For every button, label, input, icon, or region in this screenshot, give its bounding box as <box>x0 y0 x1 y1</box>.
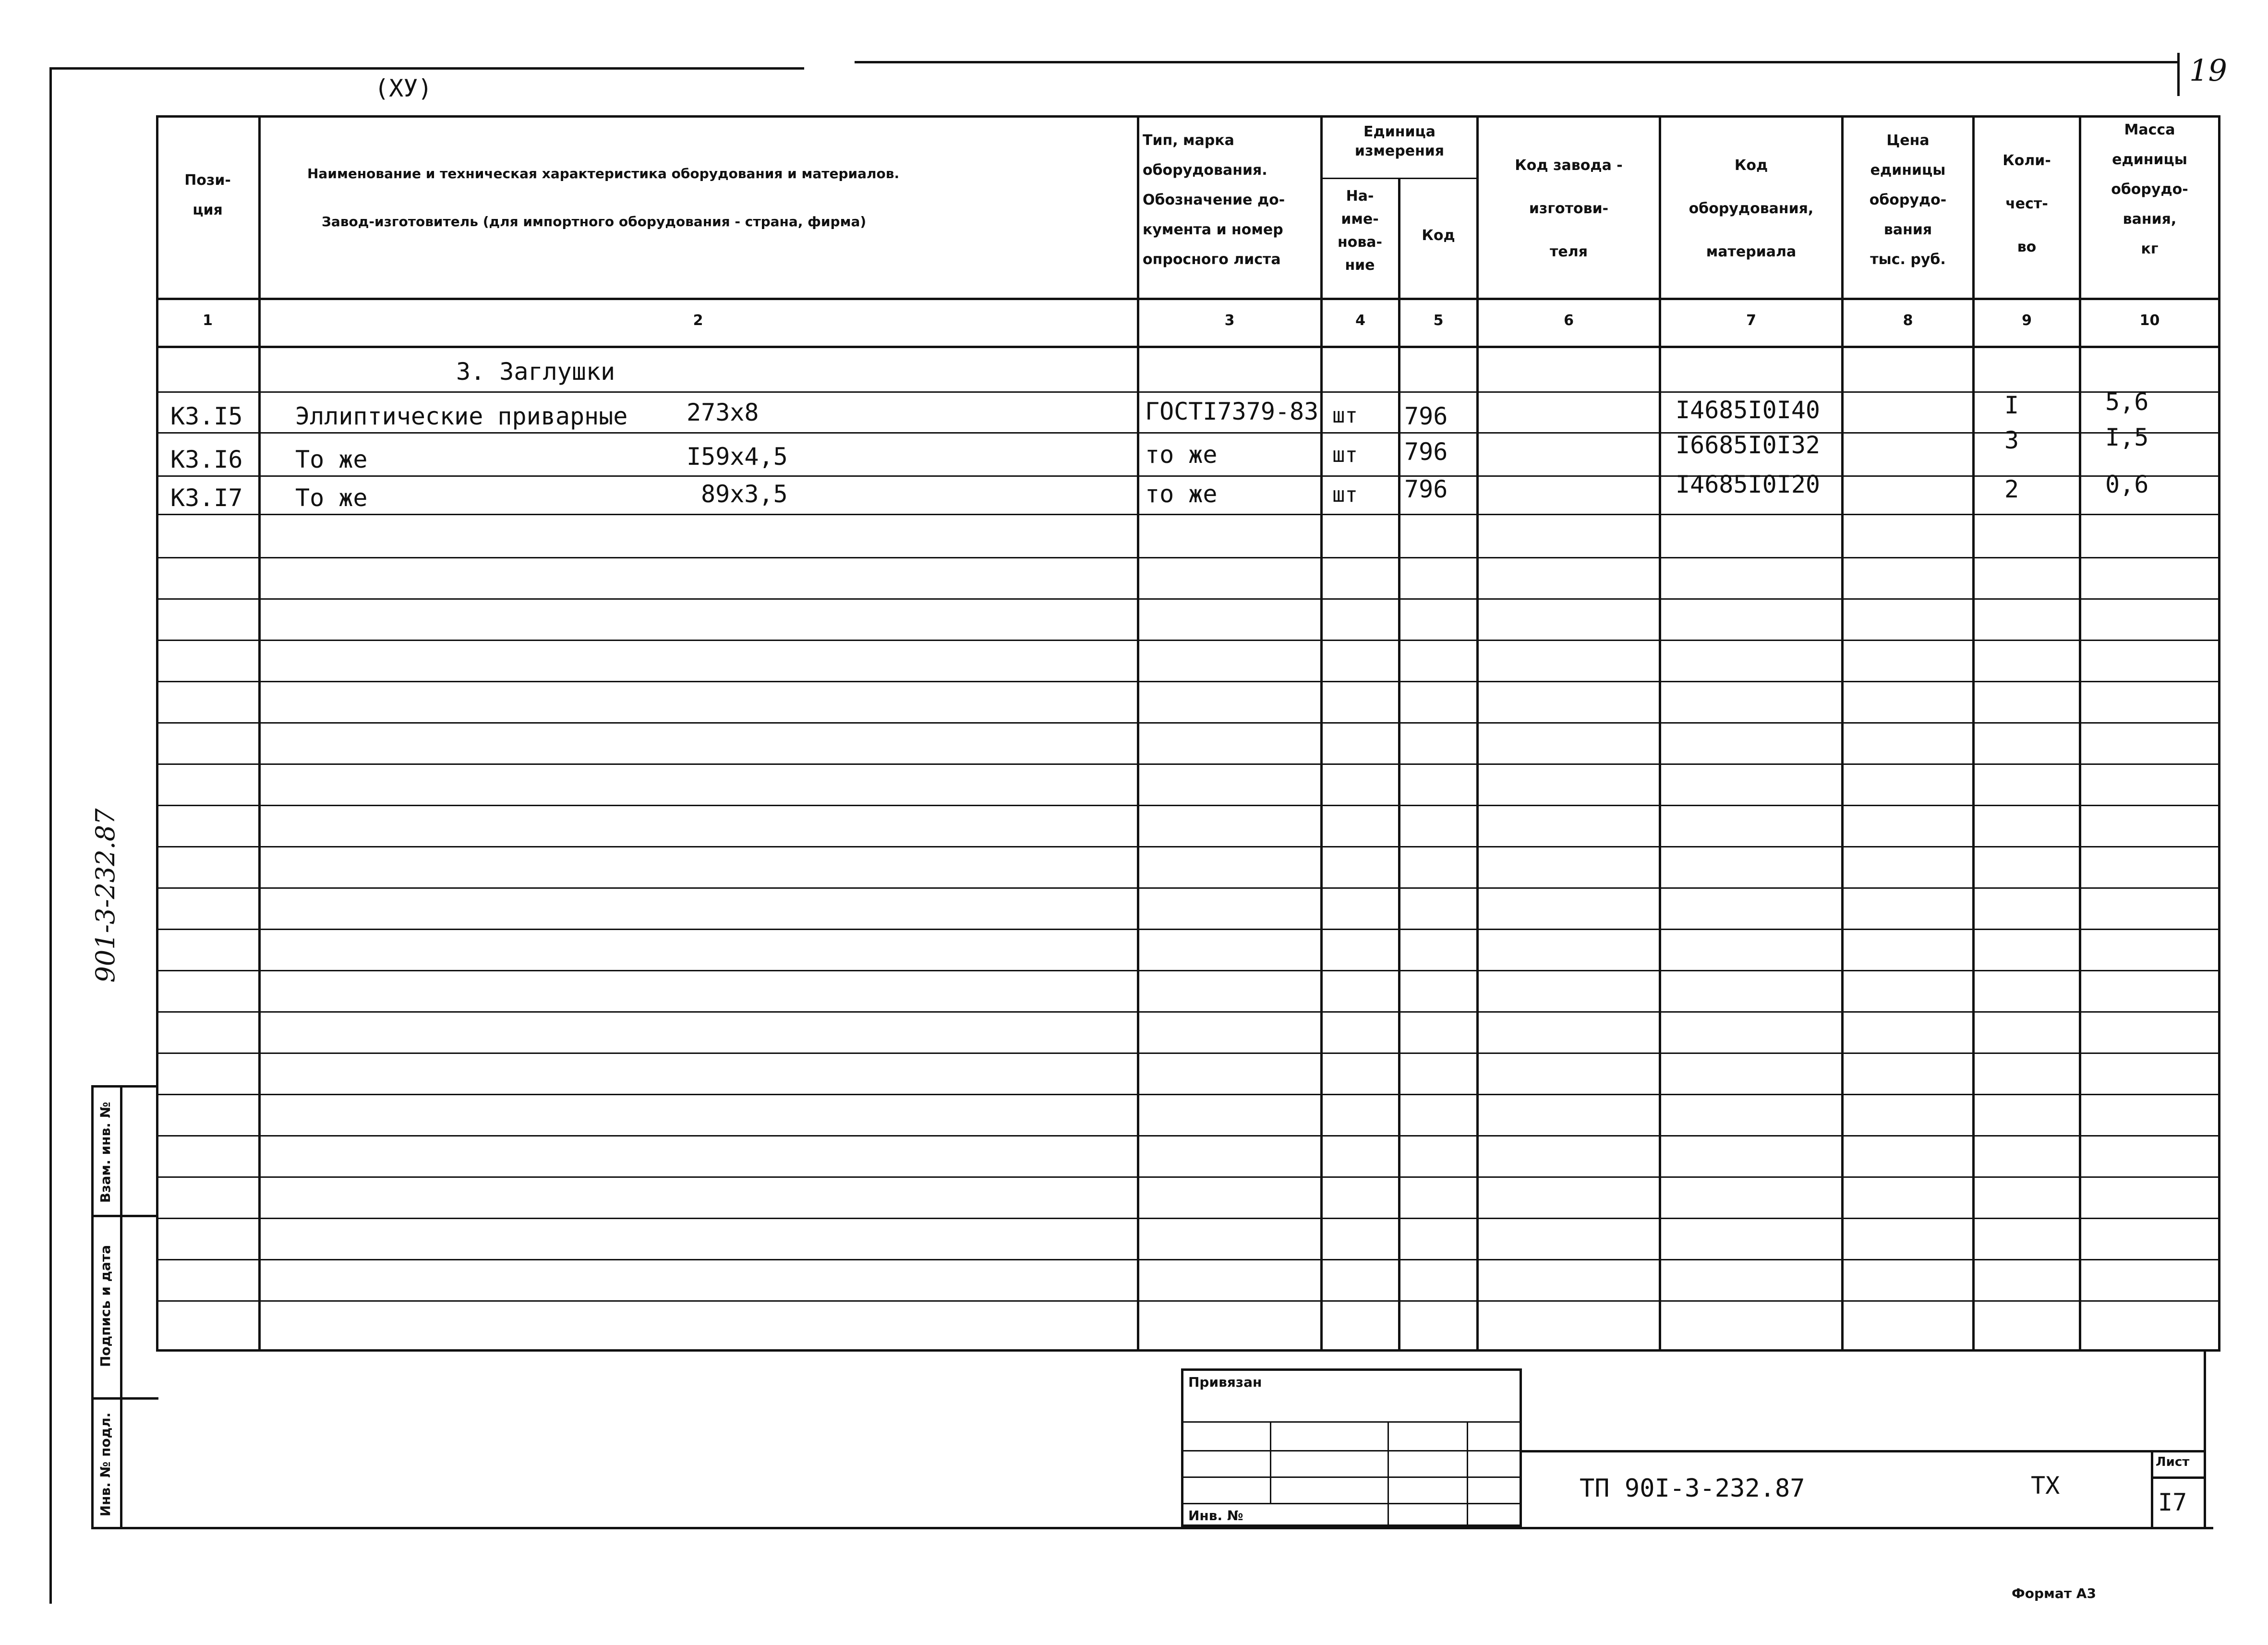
row-quantity: 2 <box>2004 475 2019 503</box>
right-frame-line <box>2177 53 2180 96</box>
row-line <box>156 763 2220 765</box>
stamp-top-line <box>91 1085 158 1088</box>
frame-bottom-line <box>91 1527 2213 1529</box>
row-material-code: I6685I0I32 <box>1676 431 1821 459</box>
linked-line-2 <box>1181 1450 1522 1451</box>
row-line <box>156 640 2220 641</box>
doc-block-top-line <box>1522 1450 2206 1452</box>
col-line-9 <box>2079 115 2081 1349</box>
sheet-box-split <box>2151 1476 2205 1479</box>
row-unit: шт <box>1332 483 1358 507</box>
linked-line-3 <box>1181 1476 1522 1478</box>
header-quantity: Коли- чест- во <box>2003 152 2051 255</box>
section-code: (ХУ) <box>374 74 433 102</box>
doc-number: ТП 90I-3-232.87 <box>1580 1474 1805 1503</box>
row-position: К3.I5 <box>170 402 243 430</box>
colnum-3: 3 <box>1224 312 1235 329</box>
col-line-5 <box>1476 115 1479 1349</box>
row-line <box>156 1176 2220 1178</box>
row-quantity: I <box>2004 391 2019 419</box>
row-line <box>156 970 2220 971</box>
corner-page-number: 19 <box>2189 53 2227 88</box>
col-line-3 <box>1320 115 1323 1349</box>
row-material-code: I4685I0I40 <box>1676 396 1821 424</box>
col-line-1 <box>258 115 261 1349</box>
row-line <box>156 887 2220 889</box>
row-unit-code: 796 <box>1404 475 1448 503</box>
row-line <box>156 1011 2220 1013</box>
sheet-number: I7 <box>2158 1488 2187 1516</box>
header-type: Тип, марка оборудования. Обозначение до- кумента и номер опросного листа <box>1143 132 1285 268</box>
row-type: то же <box>1145 480 1218 508</box>
row-size: 89х3,5 <box>701 480 788 508</box>
row-line <box>156 1052 2220 1054</box>
header-unit-name: На- име- нова- ние <box>1337 188 1383 274</box>
section-title: 3. Заглушки <box>456 358 615 386</box>
row-unit-code: 796 <box>1404 438 1448 466</box>
row-unit-code: 796 <box>1404 402 1448 430</box>
col-line-7 <box>1841 115 1844 1349</box>
header-material-code: Код оборудования, материала <box>1689 157 1814 260</box>
linked-vline-1 <box>1270 1421 1271 1503</box>
row-quantity: 3 <box>2004 426 2019 454</box>
row-size: I59х4,5 <box>687 443 788 471</box>
header-mass: Масса единицы оборудо- вания, кг <box>2111 121 2188 257</box>
col-line-6 <box>1659 115 1661 1349</box>
frame-right-line <box>2204 1349 2206 1529</box>
col-line-2 <box>1137 115 1139 1349</box>
linked-line-1 <box>1181 1421 1522 1423</box>
sheet-box-line <box>2151 1450 2153 1529</box>
row-line <box>156 598 2220 600</box>
header-unit: Единица измерения <box>1354 123 1445 159</box>
table-top-line <box>156 115 2220 118</box>
row-line <box>156 1300 2220 1302</box>
colnum-bottom-line <box>156 346 2220 348</box>
left-frame-line <box>49 67 52 1604</box>
row-type: то же <box>1145 441 1218 469</box>
doc-type: ТХ <box>2031 1472 2060 1500</box>
row-line <box>156 475 2220 477</box>
table-bottom-line <box>156 1349 2220 1352</box>
row-size: 273х8 <box>687 399 759 426</box>
row-name: То же <box>295 484 368 512</box>
vertical-doc-code: 901-3-232.87 <box>90 808 121 983</box>
row-mass: 0,6 <box>2105 471 2149 498</box>
row-type: ГОСТI7379-83 <box>1145 398 1319 425</box>
row-line <box>156 1259 2220 1260</box>
colnum-6: 6 <box>1564 312 1574 329</box>
row-line <box>156 1218 2220 1219</box>
row-material-code: I4685I0I20 <box>1676 471 1821 498</box>
header-price: Цена единицы оборудо- вания тыс. руб. <box>1869 132 1947 268</box>
stamp-inv-orig: Инв. № подл. <box>97 1412 113 1517</box>
linked-vline-2 <box>1387 1421 1389 1527</box>
stamp-replace-inv: Взам. инв. № <box>97 1101 113 1203</box>
stamp-line-2 <box>91 1397 158 1400</box>
row-line <box>156 1094 2220 1095</box>
row-line <box>156 514 2220 515</box>
row-line <box>156 1135 2220 1137</box>
row-line <box>156 929 2220 930</box>
colnum-8: 8 <box>1903 312 1913 329</box>
row-line <box>156 722 2220 724</box>
colnum-10: 10 <box>2139 312 2160 329</box>
stamp-mid-line <box>120 1085 122 1529</box>
row-name: То же <box>295 446 368 473</box>
row-name: Эллиптические приварные <box>295 402 628 430</box>
col-line-4 <box>1398 178 1400 1349</box>
sheet-label: Лист <box>2156 1455 2190 1469</box>
row-position: К3.I7 <box>170 484 243 512</box>
row-unit: шт <box>1332 403 1358 428</box>
linked-line-4 <box>1181 1503 1522 1504</box>
top-frame-line-right <box>855 61 2180 63</box>
header-manufacturer-code: Код завода - изготови- теля <box>1515 157 1623 260</box>
colnum-9: 9 <box>2022 312 2032 329</box>
stamp-left-line <box>91 1085 94 1529</box>
inv-no-label: Инв. № <box>1188 1508 1243 1524</box>
row-line <box>156 432 2220 434</box>
row-line <box>156 391 2220 393</box>
top-frame-line-left <box>50 67 804 70</box>
row-mass: 5,6 <box>2105 388 2149 416</box>
colnum-1: 1 <box>203 312 213 329</box>
row-line <box>156 805 2220 806</box>
header-bottom-line <box>156 298 2220 300</box>
row-unit: шт <box>1332 443 1358 467</box>
format-label: Формат А3 <box>2012 1585 2096 1601</box>
header-position: Пози- ция <box>184 172 231 218</box>
header-unit-code: Код <box>1422 227 1455 244</box>
linked-label: Привязан <box>1188 1374 1262 1390</box>
colnum-7: 7 <box>1746 312 1756 329</box>
row-mass: I,5 <box>2105 423 2149 451</box>
col-line-8 <box>1972 115 1975 1349</box>
stamp-sign-date: Подпись и дата <box>97 1245 113 1367</box>
row-line <box>156 846 2220 847</box>
colnum-4: 4 <box>1355 312 1365 329</box>
row-line <box>156 681 2220 682</box>
linked-vline-3 <box>1467 1421 1468 1527</box>
col-line-10 <box>2218 115 2220 1349</box>
header-name-line1: Наименование и техническая характеристика оборудования и материалов. <box>307 166 900 181</box>
colnum-5: 5 <box>1433 312 1444 329</box>
colnum-2: 2 <box>693 312 703 329</box>
row-line <box>156 557 2220 558</box>
row-position: К3.I6 <box>170 446 243 473</box>
stamp-line-1 <box>91 1215 158 1217</box>
col-line-0 <box>156 115 158 1349</box>
header-name-line2: Завод-изготовитель (для импортного оборудования - страна, фирма) <box>322 214 867 230</box>
